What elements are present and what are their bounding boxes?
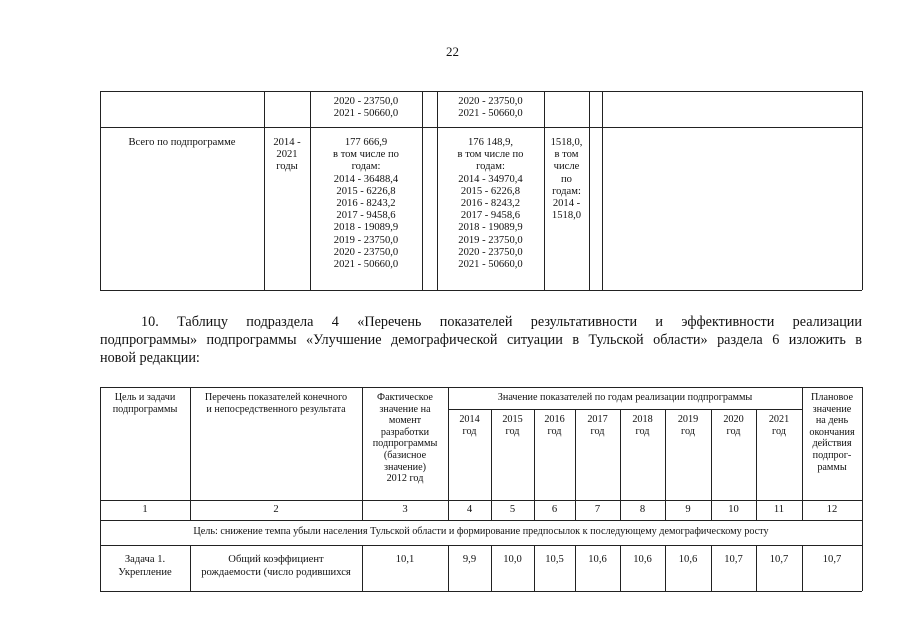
- column-number: 3: [402, 504, 408, 515]
- top-row-regional-amounts: 2020 - 23750,0 2021 - 50660,0: [458, 96, 523, 120]
- value-2016: 10,5: [545, 554, 564, 565]
- header-year-2019: 2019 год: [677, 414, 699, 437]
- value-2014: 9,9: [462, 554, 477, 565]
- column-number: 11: [773, 504, 785, 515]
- column-number: 4: [466, 504, 473, 515]
- paragraph-line-1: 10. Таблицу подраздела 4 «Перечень показателей результативности и эффективности реализации: [141, 314, 862, 330]
- header-years-group: Значение показателей по годам реализации подпрограммы: [497, 392, 753, 403]
- amendment-paragraph: [100, 313, 862, 367]
- column-number: 1: [142, 504, 148, 515]
- column-number: 8: [639, 504, 646, 515]
- header-indicators: Перечень показателей конечного и непосредственного результата: [204, 392, 348, 415]
- total-row-total-funding: 177 666,9 в том числе по годам: 2014 - 36488,4 2015 - 6226,8 2016 - 8243,2 2017 - 9458,6 2018 - 19089,9 2019 - 23750,0 2020 - 23750,0 2021 - 50660,0: [333, 137, 399, 271]
- column-number: 5: [509, 504, 516, 515]
- goal-row: Цель: снижение темпа убыли населения Тульской области и формирование предпосылок к последующему демографическому росту: [193, 526, 769, 537]
- column-number: 2: [273, 504, 279, 515]
- column-number: 7: [594, 504, 601, 515]
- header-planned: Плановое значение на день окончания действия подпрог- раммы: [809, 392, 855, 473]
- value-2018: 10,6: [633, 554, 652, 565]
- header-baseline: Фактическое значение на момент разработки подпрограммы (базисное значение) 2012 год: [372, 392, 438, 485]
- indicator-cell: Общий коэффициент рождаемости (число родившихся: [201, 554, 351, 578]
- planned-value: 10,7: [822, 554, 842, 565]
- total-row-municipal-funding: 1518,0, в том числе по годам: 2014 - 1518,0: [550, 137, 583, 222]
- header-year-2017: 2017 год: [587, 414, 608, 437]
- task-cell: Задача 1. Укрепление: [118, 554, 172, 578]
- column-number: 6: [551, 504, 558, 515]
- header-year-2014: 2014 год: [459, 414, 480, 437]
- value-2019: 10,6: [678, 554, 698, 565]
- header-year-2018: 2018 год: [632, 414, 653, 437]
- paragraph-line-2: подпрограммы» подпрограммы «Улучшение демографической ситуации в Тульской области» раздела 6 изложить в: [100, 332, 862, 348]
- baseline-value: 10,1: [395, 554, 415, 565]
- header-year-2016: 2016 год: [544, 414, 565, 437]
- value-2021: 10,7: [769, 554, 789, 565]
- total-row-regional-funding: 176 148,9, в том числе по годам: 2014 - 34970,4 2015 - 6226,8 2016 - 8243,2 2017 - 9458,6 2018 - 19089,9 2019 - 23750,0 2020 - 23750,0 2021 - 50660,0: [457, 137, 524, 271]
- header-year-2020: 2020 год: [723, 414, 744, 437]
- column-number: 10: [728, 504, 739, 515]
- top-row-total-amounts: 2020 - 23750,0 2021 - 50660,0: [333, 96, 399, 120]
- page-number: 22: [446, 44, 459, 59]
- value-2020: 10,7: [724, 554, 743, 565]
- total-row-label: Всего по подпрограмме: [128, 137, 236, 148]
- header-goal: Цель и задачи подпрограммы: [112, 392, 178, 415]
- paragraph-line-3: новой редакции:: [100, 350, 200, 366]
- value-2015: 10,0: [503, 554, 522, 565]
- header-year-2015: 2015 год: [502, 414, 523, 437]
- total-row-period: 2014 - 2021 годы: [273, 137, 301, 173]
- column-number: 9: [685, 504, 691, 515]
- column-number: 12: [826, 504, 838, 515]
- header-year-2021: 2021 год: [768, 414, 790, 437]
- value-2017: 10,6: [588, 554, 607, 565]
